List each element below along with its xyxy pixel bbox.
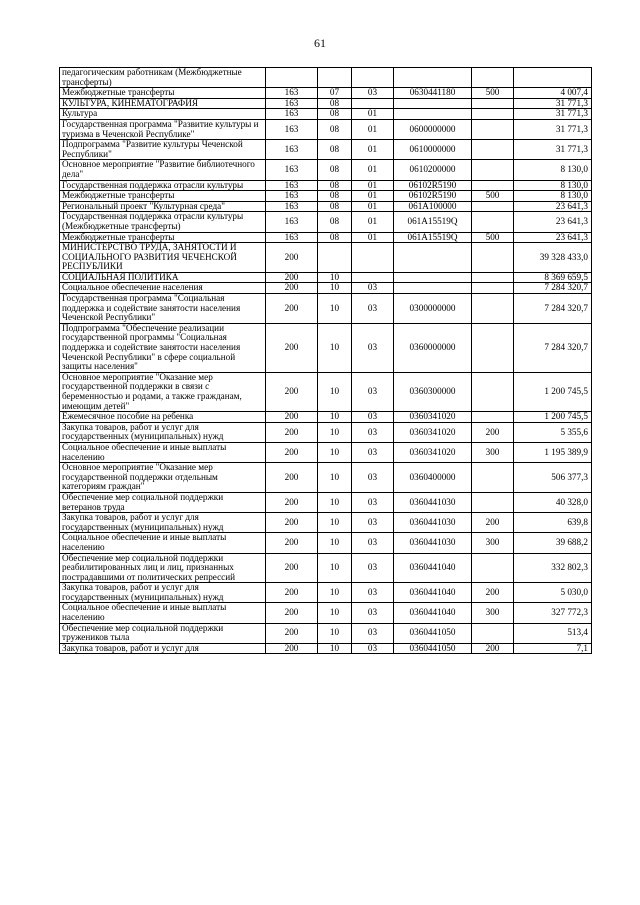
row-csr-cell: 0360441050: [394, 643, 472, 654]
table-row: [60, 140, 592, 160]
row-gr-cell: 200: [266, 323, 318, 372]
row-rz-cell: 10: [318, 583, 352, 603]
row-gr-cell: 200: [266, 583, 318, 603]
row-csr-cell: 0600000000: [394, 119, 472, 139]
row-csr-cell: 061A100000: [394, 201, 472, 212]
table-row: [60, 68, 592, 88]
row-sum-cell: 8 130,0: [514, 160, 592, 180]
row-vr-cell: [472, 412, 514, 423]
row-pr-cell: 03: [352, 323, 394, 372]
row-sum-cell: 31 771,3: [514, 140, 592, 160]
row-sum-cell: 639,8: [514, 513, 592, 533]
table-row: [60, 442, 592, 462]
row-name-cell: Государственная поддержка отрасли культуры: [60, 180, 266, 191]
row-sum-cell: 4 007,4: [514, 88, 592, 99]
table-row: [60, 160, 592, 180]
row-csr-cell: 0360341020: [394, 422, 472, 442]
row-name-cell: Подпрограмма "Развитие культуры Чеченской Республики": [60, 140, 266, 160]
row-vr-cell: [472, 463, 514, 493]
row-name-cell: СОЦИАЛЬНАЯ ПОЛИТИКА: [60, 272, 266, 283]
table-row: [60, 412, 592, 423]
table-row: [60, 513, 592, 533]
row-gr-cell: 163: [266, 191, 318, 202]
row-vr-cell: 200: [472, 583, 514, 603]
row-pr-cell: 01: [352, 232, 394, 243]
row-rz-cell: 08: [318, 98, 352, 109]
row-name-cell: Социальное обеспечение и иные выплаты населению: [60, 603, 266, 623]
row-pr-cell: 03: [352, 603, 394, 623]
row-sum-cell: 513,4: [514, 623, 592, 643]
row-pr-cell: [352, 98, 394, 109]
row-gr-cell: 200: [266, 623, 318, 643]
row-vr-cell: [472, 98, 514, 109]
row-csr-cell: [394, 98, 472, 109]
table-row: [60, 212, 592, 232]
table-row: [60, 201, 592, 212]
row-csr-cell: [394, 283, 472, 294]
row-pr-cell: 01: [352, 160, 394, 180]
row-vr-cell: 300: [472, 533, 514, 553]
row-gr-cell: 163: [266, 119, 318, 139]
row-name-cell: Межбюджетные трансферты: [60, 232, 266, 243]
row-sum-cell: [514, 68, 592, 88]
table-row: [60, 603, 592, 623]
row-rz-cell: 07: [318, 88, 352, 99]
table-row: [60, 372, 592, 411]
row-pr-cell: 03: [352, 422, 394, 442]
row-csr-cell: 0360441040: [394, 583, 472, 603]
row-rz-cell: [318, 243, 352, 273]
row-vr-cell: 200: [472, 422, 514, 442]
row-rz-cell: 08: [318, 109, 352, 120]
row-vr-cell: [472, 372, 514, 411]
row-name-cell: Государственная поддержка отрасли культуры (Межбюджетные трансферты): [60, 212, 266, 232]
table-row: [60, 553, 592, 583]
row-rz-cell: 08: [318, 119, 352, 139]
row-gr-cell: 163: [266, 160, 318, 180]
row-sum-cell: 23 641,3: [514, 201, 592, 212]
row-pr-cell: 03: [352, 533, 394, 553]
row-pr-cell: 03: [352, 463, 394, 493]
table-row: [60, 283, 592, 294]
row-gr-cell: 163: [266, 98, 318, 109]
row-csr-cell: 0360341020: [394, 412, 472, 423]
table-row: [60, 109, 592, 120]
row-sum-cell: 332 802,3: [514, 553, 592, 583]
row-rz-cell: 08: [318, 140, 352, 160]
row-csr-cell: 061A15519Q: [394, 212, 472, 232]
table-row: [60, 623, 592, 643]
row-vr-cell: [472, 119, 514, 139]
row-name-cell: Региональный проект "Культурная среда": [60, 201, 266, 212]
table-row: [60, 88, 592, 99]
row-vr-cell: [472, 180, 514, 191]
row-pr-cell: 03: [352, 294, 394, 324]
row-gr-cell: 200: [266, 603, 318, 623]
row-sum-cell: 506 377,3: [514, 463, 592, 493]
row-rz-cell: 10: [318, 442, 352, 462]
row-sum-cell: 23 641,3: [514, 232, 592, 243]
row-csr-cell: 0610000000: [394, 140, 472, 160]
row-rz-cell: 08: [318, 232, 352, 243]
row-pr-cell: 03: [352, 442, 394, 462]
row-gr-cell: 163: [266, 180, 318, 191]
row-gr-cell: 200: [266, 513, 318, 533]
row-csr-cell: 0360000000: [394, 323, 472, 372]
row-rz-cell: 08: [318, 191, 352, 202]
row-pr-cell: 03: [352, 583, 394, 603]
table-row: [60, 533, 592, 553]
row-csr-cell: 06102R5190: [394, 191, 472, 202]
row-rz-cell: 08: [318, 160, 352, 180]
row-rz-cell: 08: [318, 201, 352, 212]
row-name-cell: Закупка товаров, работ и услуг для государственных (муниципальных) нужд: [60, 422, 266, 442]
row-csr-cell: 0630441180: [394, 88, 472, 99]
row-name-cell: Основное мероприятие "Оказание мер государственной поддержки в связи с беременностью и родами, а также гражданам, имеющим детей": [60, 372, 266, 411]
row-rz-cell: 10: [318, 623, 352, 643]
row-pr-cell: 03: [352, 372, 394, 411]
row-pr-cell: [352, 243, 394, 273]
row-csr-cell: 06102R5190: [394, 180, 472, 191]
row-rz-cell: 10: [318, 463, 352, 493]
row-vr-cell: 500: [472, 191, 514, 202]
row-gr-cell: 200: [266, 553, 318, 583]
row-csr-cell: 0360441030: [394, 513, 472, 533]
table-row: [60, 191, 592, 202]
row-pr-cell: 03: [352, 88, 394, 99]
row-csr-cell: 0360441030: [394, 492, 472, 512]
row-sum-cell: 7 284 320,7: [514, 323, 592, 372]
row-pr-cell: 03: [352, 492, 394, 512]
row-gr-cell: 200: [266, 643, 318, 654]
row-gr-cell: 163: [266, 88, 318, 99]
row-vr-cell: 500: [472, 88, 514, 99]
row-rz-cell: [318, 68, 352, 88]
row-gr-cell: 200: [266, 272, 318, 283]
table-row: [60, 243, 592, 273]
row-name-cell: Социальное обеспечение населения: [60, 283, 266, 294]
row-name-cell: Подпрограмма "Обеспечение реализации государственной программы "Социальная поддержка и содействие занятости населения Чеченской Республики" в сфере социальной защиты населения": [60, 323, 266, 372]
row-vr-cell: 200: [472, 643, 514, 654]
row-name-cell: Закупка товаров, работ и услуг для государственных (муниципальных) нужд: [60, 513, 266, 533]
row-rz-cell: 10: [318, 422, 352, 442]
table-row: [60, 583, 592, 603]
row-vr-cell: [472, 323, 514, 372]
row-pr-cell: [352, 68, 394, 88]
row-csr-cell: 061A15519Q: [394, 232, 472, 243]
row-csr-cell: 0360441040: [394, 553, 472, 583]
row-vr-cell: 300: [472, 603, 514, 623]
row-vr-cell: [472, 68, 514, 88]
row-name-cell: Ежемесячное пособие на ребенка: [60, 412, 266, 423]
row-csr-cell: 0360441050: [394, 623, 472, 643]
row-name-cell: Основное мероприятие "Оказание мер государственной поддержки отдельным категориям граждан": [60, 463, 266, 493]
row-sum-cell: 5 355,6: [514, 422, 592, 442]
row-gr-cell: 200: [266, 463, 318, 493]
row-pr-cell: 03: [352, 412, 394, 423]
table-row: [60, 492, 592, 512]
row-rz-cell: 08: [318, 212, 352, 232]
row-csr-cell: 0610200000: [394, 160, 472, 180]
row-pr-cell: 01: [352, 180, 394, 191]
row-gr-cell: 200: [266, 492, 318, 512]
row-pr-cell: 01: [352, 201, 394, 212]
row-pr-cell: 03: [352, 623, 394, 643]
row-sum-cell: 23 641,3: [514, 212, 592, 232]
table-row: [60, 232, 592, 243]
row-gr-cell: 163: [266, 201, 318, 212]
row-name-cell: Обеспечение мер социальной поддержки ветеранов труда: [60, 492, 266, 512]
row-name-cell: Обеспечение мер социальной поддержки реабилитированных лиц и лиц, признанных пострадавшими от политических репрессий: [60, 553, 266, 583]
row-name-cell: Обеспечение мер социальной поддержки тружеников тыла: [60, 623, 266, 643]
row-rz-cell: 10: [318, 283, 352, 294]
row-name-cell: педагогическим работникам (Межбюджетные трансферты): [60, 68, 266, 88]
row-sum-cell: 7,1: [514, 643, 592, 654]
row-name-cell: Межбюджетные трансферты: [60, 88, 266, 99]
row-sum-cell: 1 195 389,9: [514, 442, 592, 462]
row-pr-cell: 01: [352, 140, 394, 160]
row-sum-cell: 5 030,0: [514, 583, 592, 603]
row-rz-cell: 10: [318, 323, 352, 372]
row-sum-cell: 31 771,3: [514, 109, 592, 120]
row-sum-cell: 31 771,3: [514, 98, 592, 109]
row-vr-cell: [472, 623, 514, 643]
row-name-cell: Закупка товаров, работ и услуг для государственных (муниципальных) нужд: [60, 583, 266, 603]
row-vr-cell: [472, 140, 514, 160]
row-vr-cell: [472, 109, 514, 120]
row-sum-cell: 7 284 320,7: [514, 294, 592, 324]
row-rz-cell: 10: [318, 533, 352, 553]
row-name-cell: Закупка товаров, работ и услуг для: [60, 643, 266, 654]
row-gr-cell: 200: [266, 412, 318, 423]
row-sum-cell: 39 688,2: [514, 533, 592, 553]
row-vr-cell: [472, 160, 514, 180]
row-name-cell: Культура: [60, 109, 266, 120]
table-row: [60, 98, 592, 109]
row-gr-cell: 200: [266, 442, 318, 462]
table-row: [60, 272, 592, 283]
row-vr-cell: [472, 492, 514, 512]
row-vr-cell: 200: [472, 513, 514, 533]
row-sum-cell: 8 369 659,5: [514, 272, 592, 283]
row-name-cell: МИНИСТЕРСТВО ТРУДА, ЗАНЯТОСТИ И СОЦИАЛЬНОГО РАЗВИТИЯ ЧЕЧЕНСКОЙ РЕСПУБЛИКИ: [60, 243, 266, 273]
row-gr-cell: 200: [266, 533, 318, 553]
row-pr-cell: [352, 272, 394, 283]
row-rz-cell: 10: [318, 492, 352, 512]
row-csr-cell: 0360341020: [394, 442, 472, 462]
row-gr-cell: 200: [266, 422, 318, 442]
row-rz-cell: 10: [318, 513, 352, 533]
row-csr-cell: 0360300000: [394, 372, 472, 411]
row-sum-cell: 40 328,0: [514, 492, 592, 512]
row-csr-cell: 0360400000: [394, 463, 472, 493]
row-gr-cell: 163: [266, 140, 318, 160]
table-row: [60, 643, 592, 654]
row-rz-cell: 10: [318, 603, 352, 623]
row-rz-cell: 10: [318, 643, 352, 654]
row-sum-cell: 31 771,3: [514, 119, 592, 139]
table-row: [60, 463, 592, 493]
row-pr-cell: 03: [352, 553, 394, 583]
row-csr-cell: [394, 109, 472, 120]
row-vr-cell: [472, 283, 514, 294]
row-rz-cell: 10: [318, 553, 352, 583]
row-pr-cell: 01: [352, 212, 394, 232]
row-name-cell: КУЛЬТУРА, КИНЕМАТОГРАФИЯ: [60, 98, 266, 109]
row-vr-cell: [472, 294, 514, 324]
row-vr-cell: 300: [472, 442, 514, 462]
row-pr-cell: 03: [352, 283, 394, 294]
row-sum-cell: 1 200 745,5: [514, 412, 592, 423]
row-rz-cell: 10: [318, 372, 352, 411]
row-csr-cell: 0300000000: [394, 294, 472, 324]
table-row: [60, 422, 592, 442]
row-gr-cell: 163: [266, 212, 318, 232]
row-csr-cell: [394, 68, 472, 88]
row-sum-cell: 327 772,3: [514, 603, 592, 623]
table-row: [60, 119, 592, 139]
budget-table: [59, 67, 592, 654]
row-csr-cell: 0360441030: [394, 533, 472, 553]
row-pr-cell: 03: [352, 513, 394, 533]
row-gr-cell: 200: [266, 283, 318, 294]
row-pr-cell: 01: [352, 191, 394, 202]
row-vr-cell: [472, 272, 514, 283]
row-gr-cell: 163: [266, 232, 318, 243]
table-row: [60, 180, 592, 191]
row-gr-cell: 200: [266, 294, 318, 324]
row-pr-cell: 01: [352, 119, 394, 139]
page-number: 61: [314, 36, 326, 50]
row-csr-cell: 0360441040: [394, 603, 472, 623]
row-gr-cell: 200: [266, 243, 318, 273]
row-name-cell: Государственная программа "Социальная поддержка и содействие занятости населения Чеченской Республики": [60, 294, 266, 324]
row-csr-cell: [394, 243, 472, 273]
row-rz-cell: 10: [318, 272, 352, 283]
row-gr-cell: 200: [266, 372, 318, 411]
row-rz-cell: 08: [318, 180, 352, 191]
row-gr-cell: [266, 68, 318, 88]
row-sum-cell: 39 328 433,0: [514, 243, 592, 273]
row-sum-cell: 1 200 745,5: [514, 372, 592, 411]
row-csr-cell: [394, 272, 472, 283]
row-vr-cell: [472, 243, 514, 273]
table-row: [60, 323, 592, 372]
row-vr-cell: [472, 553, 514, 583]
row-sum-cell: 8 130,0: [514, 180, 592, 191]
row-vr-cell: [472, 212, 514, 232]
row-rz-cell: 10: [318, 294, 352, 324]
table-body: [60, 68, 592, 654]
row-sum-cell: 7 284 320,7: [514, 283, 592, 294]
row-vr-cell: [472, 201, 514, 212]
row-pr-cell: 03: [352, 643, 394, 654]
row-vr-cell: 500: [472, 232, 514, 243]
row-name-cell: Межбюджетные трансферты: [60, 191, 266, 202]
row-rz-cell: 10: [318, 412, 352, 423]
row-name-cell: Социальное обеспечение и иные выплаты населению: [60, 533, 266, 553]
row-name-cell: Государственная программа "Развитие культуры и туризма в Чеченской Республике": [60, 119, 266, 139]
row-pr-cell: 01: [352, 109, 394, 120]
row-name-cell: Социальное обеспечение и иные выплаты населению: [60, 442, 266, 462]
row-sum-cell: 8 130,0: [514, 191, 592, 202]
row-name-cell: Основное мероприятие "Развитие библиотечного дела": [60, 160, 266, 180]
table-row: [60, 294, 592, 324]
row-gr-cell: 163: [266, 109, 318, 120]
